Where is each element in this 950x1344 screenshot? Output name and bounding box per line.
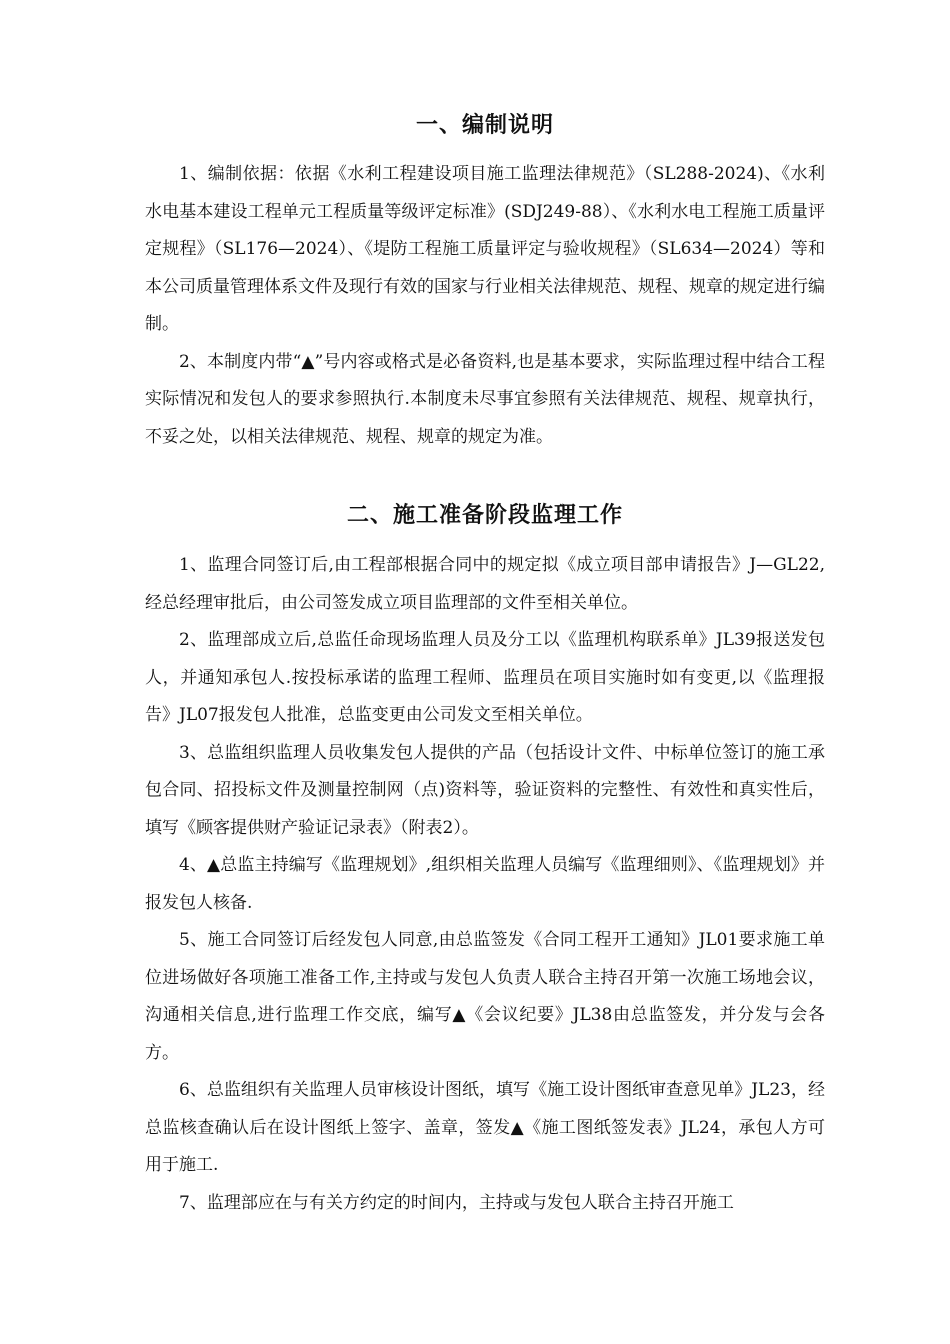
section-1-heading: 一、编制说明 xyxy=(415,113,554,138)
section-1-body xyxy=(145,156,825,456)
paragraph: 1、编制依据：依据《水利工程建设项目施工监理法律规范》（SL288-2024)、《水利水电基本建设工程单元工程质量等级评定标准》(SDJ249-88）、《水利水电工程施工质量评定规程》（SL176—2024）、《堤防工程施工质量评定与验收规程》（SL634—2024）等和本公司质量管理体系文件及现行有效的国家与行业相关法律规范、规程、规章的规定进行编制。 xyxy=(145,164,825,334)
section-2-body xyxy=(145,547,825,1222)
paragraph: 5、施工合同签订后经发包人同意,由总监签发《合同工程开工通知》JL01要求施工单位进场做好各项施工准备工作,主持或与发包人负责人联合主持召开第一次施工场地会议，沟通相关信息,进行监理工作交底，编写▲《会议纪要》JL38由总监签发，并分发与会各方。 xyxy=(145,930,825,1063)
paragraph: 2、本制度内带“▲”号内容或格式是必备资料,也是基本要求，实际监理过程中结合工程实际情况和发包人的要求参照执行.本制度未尽事宜参照有关法律规范、规程、规章执行，不妥之处，以相关法律规范、规程、规章的规定为准。 xyxy=(145,351,825,447)
paragraph: 6、总监组织有关监理人员审核设计图纸，填写《施工设计图纸审查意见单》JL23，经总监核查确认后在设计图纸上签字、盖章，签发▲《施工图纸签发表》JL24，承包人方可用于施工. xyxy=(145,1080,825,1175)
paragraph: 2、监理部成立后,总监任命现场监理人员及分工以《监理机构联系单》JL39报送发包人，并通知承包人.按投标承诺的监理工程师、监理员在项目实施时如有变更,以《监理报告》JL07报发包人批准，总监变更由公司发文至相关单位。 xyxy=(145,630,825,725)
paragraph: 4、▲总监主持编写《监理规划》,组织相关监理人员编写《监理细则》、《监理规划》并报发包人核备. xyxy=(145,855,825,913)
paragraph: 3、总监组织监理人员收集发包人提供的产品（包括设计文件、中标单位签订的施工承包合同、招投标文件及测量控制网（点)资料等，验证资料的完整性、有效性和真实性后，填写《顾客提供财产验证记录表》（附表2）。 xyxy=(145,742,825,838)
section-2-heading: 二、施工准备阶段监理工作 xyxy=(346,503,623,528)
paragraph: 1、监理合同签订后,由工程部根据合同中的规定拟《成立项目部申请报告》J—GL22,经总经理审批后，由公司签发成立项目监理部的文件至相关单位。 xyxy=(145,555,825,613)
paragraph: 7、监理部应在与有关方约定的时间内，主持或与发包人联合主持召开施工 xyxy=(179,1192,734,1213)
